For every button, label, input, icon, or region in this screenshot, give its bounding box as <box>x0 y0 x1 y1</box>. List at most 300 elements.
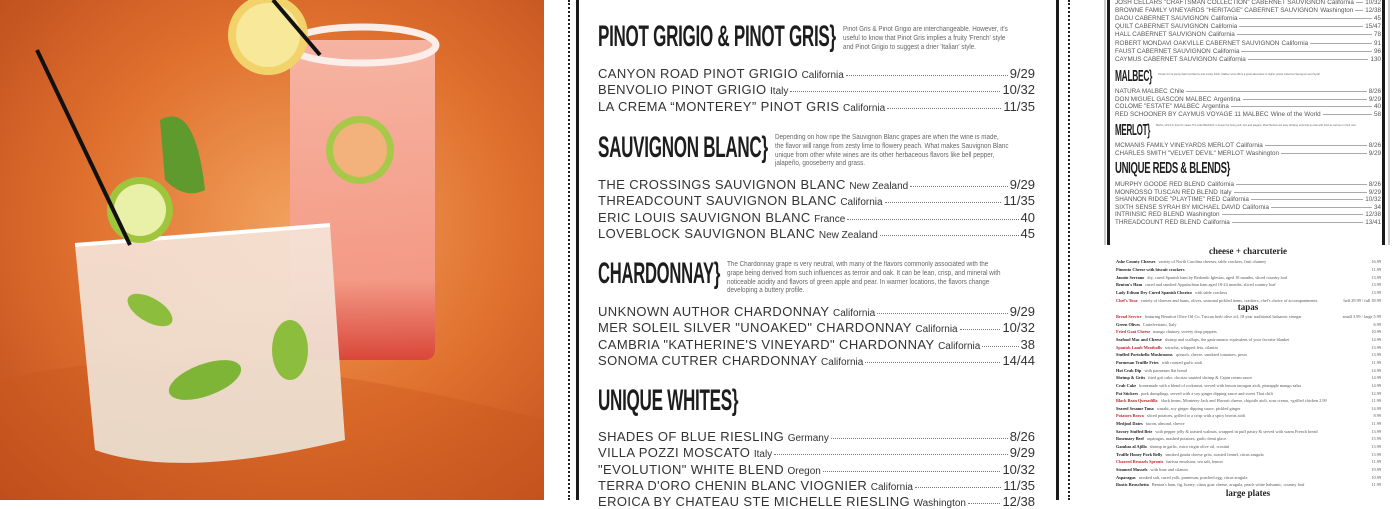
wine-item <box>1115 40 1381 47</box>
item-name: Truffle Honey Pork Belly <box>1116 451 1163 457</box>
wine-item <box>1115 31 1381 38</box>
wine-region: California <box>1281 39 1309 47</box>
wine-name: ERIC LOUIS SAUVIGNON BLANC <box>598 209 811 225</box>
wine-name: SHANNON RIDGE "PLAYTIME" RED <box>1115 196 1221 204</box>
dot-leader <box>847 219 1018 220</box>
menu-item <box>1116 459 1381 464</box>
wine-price: 45 <box>1373 15 1381 23</box>
item-price: 19.99 <box>1371 467 1381 472</box>
wine-item <box>598 99 1035 114</box>
dot-leader <box>968 503 1000 504</box>
item-description: Castelvetrano, Italy <box>1142 321 1177 327</box>
wine-price: 10/32 <box>1002 82 1035 98</box>
item-name: Steamed Mussels <box>1116 467 1148 472</box>
wine-item <box>598 193 1035 208</box>
item-price: 13.99 <box>1371 428 1381 434</box>
item-price: 11.99 <box>1371 266 1381 272</box>
wine-region: California <box>833 308 876 319</box>
wine-price: 10/32 <box>1002 461 1035 477</box>
wine-price: 10/32 <box>1365 196 1381 204</box>
item-name: Fried Goat Cheese <box>1116 329 1151 335</box>
wine-name: MCMANIS FAMILY VINEYARDS MERLOT <box>1115 142 1234 149</box>
wine-item <box>1115 196 1381 203</box>
wine-item <box>1115 103 1381 110</box>
wine-name: HALL CABERNET SAUVIGNON <box>1115 31 1206 39</box>
wine-price: 130 <box>1370 55 1381 63</box>
wine-region: Wine of the World <box>1270 110 1321 118</box>
dot-leader <box>1239 18 1372 19</box>
wine-name: JOSH CELLARS "CRAFTSMAN COLLECTION" CABERNET SAUVIGNON <box>1115 0 1326 6</box>
dot-leader <box>1248 59 1369 60</box>
wine-price: 9/29 <box>1368 149 1381 157</box>
section-description: Depending on how ripe the Sauvignon Blanc grapes are when the wine is made, the flavor will range from zesty lime to flowery peach. What makes Sauvignon Blanc unique from other white wines are its other herbaceous flavors like bell pepper, jalapeño, gooseberry and grass. <box>775 134 1009 168</box>
item-description: with pepper jelly & toasted walnuts, wrapped in puff pastry & served with warm French bread <box>1155 428 1318 434</box>
item-price: 13.99 <box>1371 274 1381 280</box>
wine-item <box>598 429 1035 444</box>
dot-leader <box>865 362 1000 363</box>
wine-region: California <box>915 324 958 336</box>
menu-item <box>1116 345 1381 350</box>
item-description: fried grit cake, chorizo sautéed shrimp & Cajun cream sauce <box>1148 375 1253 381</box>
menu-item <box>1116 406 1381 411</box>
item-description: shrimp and scallops, the gastronomic equivalent of your favorite blanket <box>1164 336 1290 342</box>
dot-leader <box>1241 51 1372 52</box>
item-description: variety of North Carolina cheeses, table crackers, fruit chutney <box>1158 259 1267 264</box>
item-price: 12.99 <box>1371 390 1381 396</box>
dot-leader <box>831 438 1008 439</box>
item-price: 11.99 <box>1371 482 1381 488</box>
large-plates-heading: large plates <box>1225 488 1271 498</box>
item-price: 8.99 <box>1373 413 1381 419</box>
wine-name: DON MIGUEL GASCON MALBEC <box>1115 95 1212 103</box>
wine-item <box>1115 23 1381 30</box>
wine-price: 12/38 <box>1365 7 1381 15</box>
section-description: Merlot, which in French means The Little Blackbird, is known for being soft, ripe and elegant. Most Merlots are easy drinking reds that go well with food as well as on their own. <box>1156 124 1357 127</box>
item-price: 13.99 <box>1371 451 1381 457</box>
item-name: Rustic Bruschetta <box>1116 482 1149 488</box>
wine-item <box>598 82 1035 97</box>
wine-name: DAOU CABERNET SAUVIGNON <box>1115 15 1209 23</box>
wine-region: New Zealand <box>818 229 878 241</box>
item-name: Spanish Lamb Meatballs <box>1116 344 1162 350</box>
dot-leader <box>1310 43 1372 44</box>
item-name: Charred Brussels Sprouts <box>1116 459 1164 465</box>
red-menu-outer-border <box>1388 0 1390 245</box>
wine-item <box>598 445 1035 460</box>
dot-leader <box>1237 34 1372 35</box>
section-heading: SAUVIGNON BLANC} <box>598 131 768 164</box>
wine-price: 40 <box>1020 209 1035 225</box>
wine-item <box>1115 48 1381 55</box>
menu-item <box>1116 429 1381 434</box>
item-name: Green Olives <box>1116 321 1140 327</box>
wine-price: 15/47 <box>1365 23 1381 31</box>
wine-name: MURPHY GOODE RED BLEND <box>1115 181 1206 188</box>
item-name: Medjool Dates <box>1116 421 1143 427</box>
menu-item <box>1116 368 1381 373</box>
item-description: asparagus, mashed potatoes, garlic demi glace <box>1146 436 1227 442</box>
item-price: 11.99 <box>1371 421 1381 427</box>
item-price: 14.99 <box>1371 375 1381 381</box>
food-menu <box>1106 245 1390 500</box>
item-description: black beans, Monterey Jack and Havarti cheese, chipotle aioli, sour cream, +grilled chicken 2.99 <box>1160 398 1327 404</box>
section-heading: UNIQUE REDS & BLENDS} <box>1115 160 1231 177</box>
wine-price: 38 <box>1020 336 1035 352</box>
wine-price: 10/32 <box>1002 320 1035 336</box>
menu-item <box>1116 452 1381 457</box>
item-name: Crab Cake <box>1116 382 1137 388</box>
menu-item <box>1116 413 1381 418</box>
wine-region: California <box>1207 181 1234 188</box>
item-description: with roasted garlic aioli <box>1161 359 1203 365</box>
section-heading: MERLOT} <box>1115 122 1151 139</box>
menu-item <box>1116 467 1381 472</box>
wine-item <box>598 494 1035 509</box>
wine-price: 9/29 <box>1009 177 1035 192</box>
wine-price: 96 <box>1373 47 1381 55</box>
item-description: bacon, almond, chevre <box>1145 421 1185 427</box>
dot-leader <box>1232 222 1363 223</box>
wine-name: LOVEBLOCK SAUVIGNON BLANC <box>598 225 816 241</box>
wine-region: Argentina <box>1213 95 1241 103</box>
wine-region: Chile <box>1169 88 1185 95</box>
item-name: Potatoes Brava <box>1116 413 1144 419</box>
dot-leader <box>1323 114 1372 115</box>
menu-item <box>1116 282 1381 287</box>
dot-leader <box>1356 2 1363 3</box>
wine-item <box>598 337 1035 352</box>
wine-item <box>1115 56 1381 63</box>
item-description: wasabi, soy ginger dipping sauce, pickled ginger <box>1156 405 1241 411</box>
dot-leader <box>910 186 1007 187</box>
item-price: 10.99 <box>1371 474 1381 480</box>
wine-name: QUILT CABERNET SAUVIGNON <box>1115 23 1209 31</box>
menu-item <box>1116 398 1381 403</box>
wine-region: Germany <box>787 433 829 444</box>
wine-price: 11/35 <box>1003 98 1035 114</box>
wine-name: INTRINSIC RED BLEND <box>1115 211 1185 219</box>
item-description: smoked gouda cheese grits, roasted fennel, citrus arugula <box>1165 451 1264 457</box>
item-description: harissa emulsion, sea salt, lemon <box>1166 459 1223 465</box>
wine-name: CAMBRIA "KATHERINE'S VINEYARD" CHARDONNAY <box>598 336 935 352</box>
wine-region: California <box>870 481 913 493</box>
item-description: cured and smoked Appalachian ham aged 18-24 months, sliced country loaf <box>1145 282 1276 288</box>
wine-item <box>598 226 1035 241</box>
item-description: with parmesan flat bread <box>1144 367 1187 373</box>
wine-name: SHADES OF BLUE RIESLING <box>598 429 785 444</box>
item-description: variety of cheeses and hams, olives, seasonal pickled items, crackers, chef's choice of accompaniments <box>1140 298 1318 303</box>
wine-item <box>1115 211 1381 218</box>
menu-item <box>1116 383 1381 388</box>
item-description <box>1188 267 1368 272</box>
wine-price: 34 <box>1373 203 1381 211</box>
wine-name: "EVOLUTION" WHITE BLEND <box>598 461 785 477</box>
menu-item <box>1116 421 1381 426</box>
item-name: Seared Sesame Tuna <box>1116 405 1154 411</box>
wine-price: 13/41 <box>1365 219 1381 226</box>
item-description: sliced potatoes, grilled to a crisp with a spicy bravas aioli <box>1146 413 1246 419</box>
wine-price: 78 <box>1373 31 1381 39</box>
page-border-dotted-right <box>1068 0 1070 500</box>
item-price: 14.99 <box>1371 405 1381 411</box>
wine-region: Washington <box>1246 149 1280 157</box>
wine-price: 9/29 <box>1368 95 1381 103</box>
menu-item <box>1116 322 1381 327</box>
dot-leader <box>880 235 1019 236</box>
wine-name: CAYMUS CABERNET SAUVIGNON <box>1115 55 1217 63</box>
dot-leader <box>1234 192 1367 193</box>
wine-name: ROBERT MONDAVI OAKVILLE CABERNET SAUVIGNON <box>1115 39 1280 47</box>
item-price: 14.99 <box>1371 367 1381 373</box>
item-name: Chef's Tour <box>1116 298 1138 303</box>
wine-price: 11/35 <box>1003 193 1035 209</box>
menu-item <box>1116 275 1381 280</box>
item-name: Black Bean Quesadilla <box>1116 398 1158 404</box>
wine-name: RED SCHOONER BY CAYMUS VOYAGE 11 MALBEC <box>1115 110 1269 118</box>
wine-region: Italy <box>770 86 789 98</box>
wine-region: Washington <box>1186 211 1220 219</box>
item-description: pork dumplings, served with a soy ginger dipping sauce and sweet Thai chili <box>1141 390 1273 396</box>
item-price: 13.99 <box>1371 290 1381 296</box>
item-description: Benton's ham, fig, honey, citrus goat cheese, arugula, peach white balsamic, country loaf <box>1151 482 1305 488</box>
dot-leader <box>790 91 1000 92</box>
wine-region: California <box>1212 47 1240 55</box>
dot-leader <box>846 75 1008 76</box>
wine-item <box>598 462 1035 477</box>
wine-region: New Zealand <box>849 181 909 192</box>
wine-item <box>1115 150 1381 157</box>
item-price: half 29.99 / full 39.99 <box>1343 298 1381 303</box>
wine-price: 8/26 <box>1009 429 1035 444</box>
menu-item <box>1116 314 1381 319</box>
item-price: 11.99 <box>1371 398 1381 404</box>
wine-region: California <box>1236 142 1263 149</box>
item-price: 14.99 <box>1371 336 1381 342</box>
wine-region: California <box>1219 55 1246 63</box>
wine-price: 40 <box>1373 103 1381 111</box>
page-border-right <box>1056 0 1059 500</box>
dot-leader <box>960 329 1001 330</box>
item-price: 13.99 <box>1371 444 1381 450</box>
item-description: spinach, chevre, sundried tomatoes, pesto <box>1175 352 1247 358</box>
wine-price: 10/32 <box>1365 0 1381 6</box>
section-description: Known for its plump dark fruit flavors and smoky finish, Malbec wine offers a great alternative to higher priced Cabernet Sauvignon and Syrah. <box>1158 73 1321 76</box>
wine-price: 45 <box>1020 225 1035 241</box>
wine-price: 58 <box>1373 110 1381 118</box>
dot-leader <box>1281 153 1367 154</box>
item-price: 15.99 <box>1371 436 1381 442</box>
wine-item <box>598 177 1035 192</box>
item-description: dry, cured Spanish ham by Redondo Iglesias, aged 18 months, sliced country loaf <box>1147 274 1288 280</box>
menu-item <box>1116 259 1381 264</box>
section-description: Pinot Gris & Pinot Grigio are interchangeable. However, it's useful to know that Pinot Gris implies a fruity 'French' style and Pinot Grigio to suggest a drier 'Italian' style. <box>843 26 1008 51</box>
item-name: Pimento Cheese with biscuit crackers <box>1116 266 1185 272</box>
item-price: 11.99 <box>1371 459 1381 465</box>
menu-item <box>1116 482 1381 487</box>
cocktails-photo <box>0 0 544 500</box>
item-price: 10.99 <box>1371 329 1381 335</box>
wine-price: 9/29 <box>1368 188 1381 196</box>
item-description: shrimp in garlic, extra virgin olive oil, crostini <box>1149 444 1230 450</box>
dot-leader <box>887 108 1001 109</box>
item-name: Asparagus <box>1116 474 1136 480</box>
dot-leader <box>1222 214 1364 215</box>
wine-name: THREADCOUNT RED BLEND <box>1115 219 1201 226</box>
section-heading: MALBEC} <box>1115 68 1153 85</box>
wine-name: THE CROSSINGS SAUVIGNON BLANC <box>598 177 846 192</box>
menu-item <box>1116 391 1381 396</box>
menu-item <box>1116 329 1381 334</box>
item-name: Seafood Mac and Cheese <box>1116 336 1162 342</box>
item-price: small 3.99 / large 5.99 <box>1342 314 1381 319</box>
item-description: featuring Beaufort Olive Oil Co. Tuscan herb olive oil, 18 year traditional balsamic vinegar <box>1144 314 1302 319</box>
wine-region: Washington <box>1320 7 1354 15</box>
wine-item <box>1115 15 1381 22</box>
dot-leader <box>1236 184 1367 185</box>
item-price: 16.99 <box>1371 259 1381 264</box>
section-heading: PINOT GRIGIO & PINOT GRIS} <box>598 20 836 53</box>
dot-leader <box>885 202 1002 203</box>
wine-item <box>598 66 1035 81</box>
item-name: Hot Crab Dip <box>1116 367 1142 373</box>
item-description: with lime and cilantro <box>1150 467 1189 472</box>
wine-price: 11/35 <box>1003 477 1035 493</box>
wine-item <box>598 478 1035 493</box>
wine-region: California <box>1242 203 1269 211</box>
item-description: sriracha, whipped feta, cilantro <box>1164 344 1219 350</box>
dot-leader <box>774 454 1008 455</box>
wine-item <box>598 320 1035 335</box>
wine-name: NATURA MALBEC <box>1115 88 1168 95</box>
wine-price: 14/44 <box>1002 352 1035 368</box>
item-name: Pot Stickers <box>1116 390 1139 396</box>
menu-item <box>1116 290 1381 295</box>
wine-item <box>1115 96 1381 103</box>
wine-name: VILLA POZZI MOSCATO <box>598 445 751 461</box>
wine-price: 8/26 <box>1368 181 1381 188</box>
dot-leader <box>1186 91 1366 92</box>
wine-price: 9/29 <box>1009 445 1035 461</box>
wine-region: Oregon <box>787 465 821 477</box>
dot-leader <box>1243 99 1367 100</box>
dot-leader <box>877 313 1007 314</box>
wine-item <box>598 304 1035 319</box>
item-description: with table crackers <box>1194 290 1228 296</box>
wine-region: California <box>1327 0 1354 6</box>
wine-name: COLOME "ESTATE" MALBEC <box>1115 103 1200 111</box>
wine-region: Argentina <box>1201 103 1229 111</box>
item-description: mango chutney, sweety drop peppers <box>1153 329 1217 335</box>
section-heading: UNIQUE WHITES} <box>598 384 739 417</box>
item-name: Savory Stuffed Brie <box>1116 428 1153 434</box>
section-description: The Chardonnay grape is very neutral, with many of the flavors commonly associated with the grape being derived from such influences as terroir and oak. It can be lean, crisp, and mineral with noticeable acidity and flavors of green apple and pear. In warmer locations, the flavors change developing a buttery profile. <box>727 261 1001 295</box>
dot-leader <box>1265 145 1367 146</box>
wine-item <box>1115 111 1381 118</box>
wine-name: CHARLES SMITH "VELVET DEVIL" MERLOT <box>1115 149 1244 157</box>
red-menu-border-left <box>1107 0 1110 245</box>
dot-leader <box>1251 199 1363 200</box>
wine-name: SONOMA CUTRER CHARDONNAY <box>598 352 818 368</box>
wine-region: California <box>1210 15 1238 23</box>
wine-region: California <box>1208 31 1235 39</box>
page-border-left <box>576 0 579 500</box>
item-name: Gambas al Ajillo <box>1116 444 1147 450</box>
wine-item <box>1115 189 1381 196</box>
wine-item <box>1115 7 1381 14</box>
wine-price: 8/26 <box>1368 88 1381 95</box>
wine-region: California <box>821 356 864 368</box>
wine-price: 91 <box>1373 39 1381 47</box>
wine-item <box>1115 204 1381 211</box>
wine-price: 12/38 <box>1002 494 1035 509</box>
wine-region: Italy <box>1219 188 1232 196</box>
section-heading: CHARDONNAY} <box>598 257 721 290</box>
wine-name: MONROSSO TUSCAN RED BLEND <box>1115 188 1218 196</box>
item-name: Lady Edison Dry Cured Spanish Chorizo <box>1116 290 1192 296</box>
wine-region: California <box>1210 23 1238 31</box>
item-name: Ashe County Cheeses <box>1116 259 1156 264</box>
menu-item <box>1116 475 1381 480</box>
wine-name: LA CREMA “MONTEREY” PINOT GRIS <box>598 98 840 114</box>
item-price: 13.99 <box>1371 282 1381 288</box>
wine-price: 9/29 <box>1009 304 1035 319</box>
wine-region: California <box>1203 219 1230 226</box>
menu-item <box>1116 360 1381 365</box>
wine-item <box>1115 181 1381 188</box>
wine-item <box>1115 142 1381 149</box>
wine-region: Washington <box>913 498 966 509</box>
menu-item <box>1116 375 1381 380</box>
item-name: Rosemary Beef <box>1116 436 1144 442</box>
dot-leader <box>823 471 1001 472</box>
wine-item <box>1115 0 1381 6</box>
wine-item <box>1115 88 1381 95</box>
wine-price: 12/38 <box>1365 211 1381 219</box>
item-price: 14.99 <box>1371 382 1381 388</box>
item-price: 13.99 <box>1371 352 1381 358</box>
menu-item <box>1116 436 1381 441</box>
red-menu-border-right <box>1382 0 1385 245</box>
wine-name: BROWNE FAMILY VINEYARDS "HERITAGE" CABERNET SAUVIGNON <box>1115 7 1318 15</box>
wine-name: THREADCOUNT SAUVIGNON BLANC <box>598 193 837 209</box>
dot-leader <box>1355 10 1363 11</box>
dot-leader <box>1239 26 1363 27</box>
wine-name: EROICA BY CHATEAU STE MICHELLE RIESLING <box>598 494 911 509</box>
wine-price: 8/26 <box>1368 142 1381 149</box>
cheese-charcuterie-heading: cheese + charcuterie <box>1209 246 1287 256</box>
red-menu-outer-border <box>1104 0 1106 245</box>
wine-region: California <box>938 340 981 352</box>
dot-leader <box>1231 106 1372 107</box>
menu-item <box>1116 337 1381 342</box>
item-description: homemade with a blend of rockmeat, served with lemon tarragon aioli, pineapple mango salsa <box>1139 382 1302 388</box>
wine-item <box>598 353 1035 368</box>
item-price: 11.99 <box>1371 359 1381 365</box>
wine-name: MER SOLEIL SILVER "UNOAKED" CHARDONNAY <box>598 320 912 336</box>
wine-region: California <box>801 70 844 81</box>
item-description: smoked salt, cured yolk, parmesan, poached egg, citrus arugula <box>1138 474 1248 480</box>
wine-name: CANYON ROAD PINOT GRIGIO <box>598 66 799 81</box>
wine-name: TERRA D'ORO CHENIN BLANC VIOGNIER <box>598 477 868 493</box>
menu-item <box>1116 267 1381 272</box>
wine-region: California <box>840 197 883 209</box>
item-price: 13.99 <box>1371 344 1381 350</box>
wine-name: SIXTH SENSE SYRAH BY MICHAEL DAVID <box>1115 203 1241 211</box>
menu-item <box>1116 352 1381 357</box>
wine-region: California <box>1222 196 1249 204</box>
wine-region: France <box>814 213 846 225</box>
item-name: Stuffed Portobello Mushrooms <box>1116 352 1173 358</box>
